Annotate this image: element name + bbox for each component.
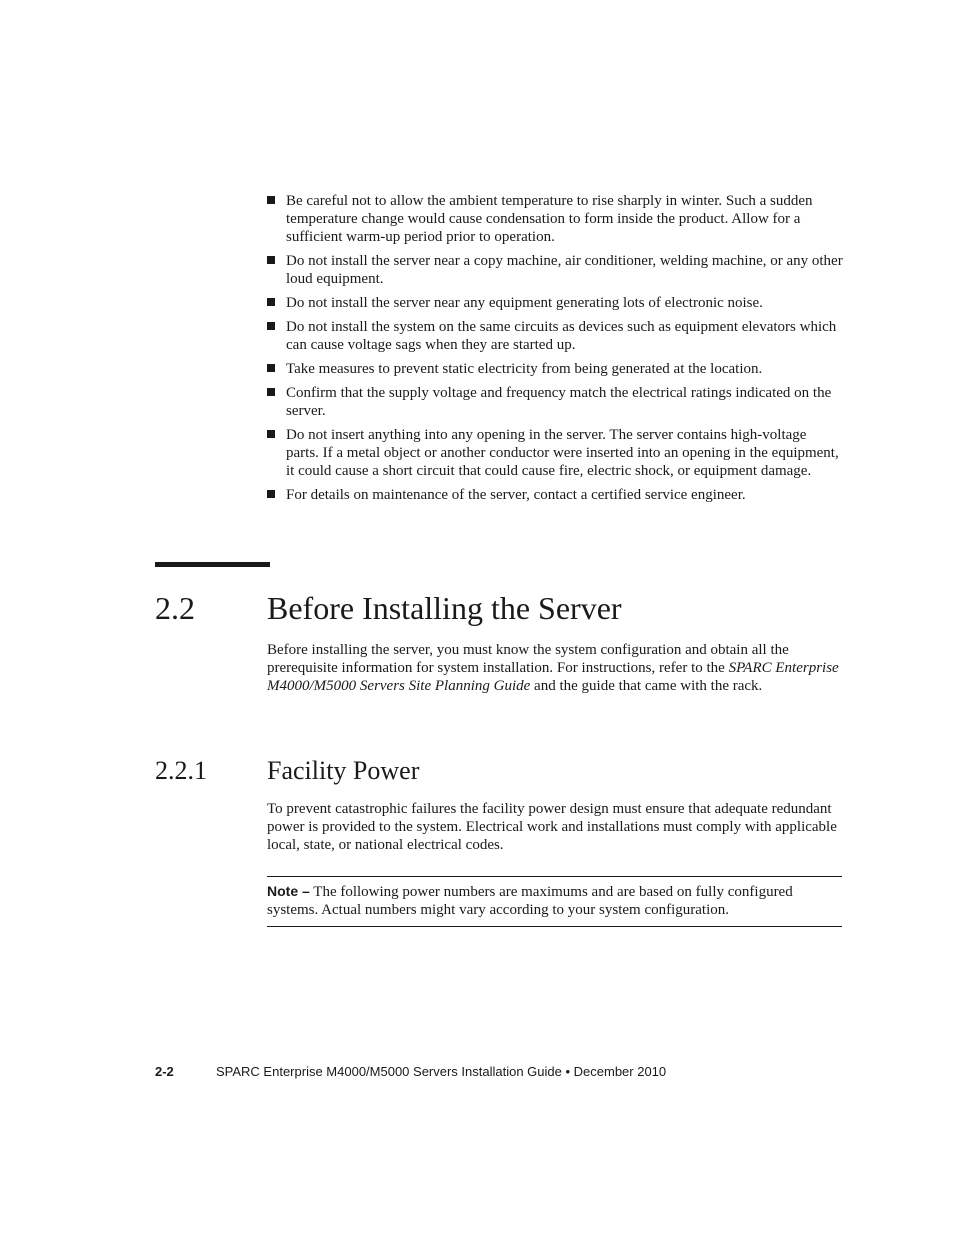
- section-number: 2.2: [155, 590, 195, 626]
- bullet-square-icon: [267, 364, 275, 372]
- list-item: [267, 486, 843, 504]
- subsection-number: 2.2.1: [155, 756, 207, 785]
- list-item: [267, 192, 843, 246]
- bullet-square-icon: [267, 388, 275, 396]
- bullet-square-icon: [267, 196, 275, 204]
- page-footer: [155, 1064, 667, 1080]
- guide-reference: SPARC Enterprise M4000/M5000 Servers Site Planning Guide: [267, 660, 839, 694]
- subsection-title: Facility Power: [267, 756, 420, 785]
- list-item-text: For details on maintenance of the server, contact a certified service engineer.: [286, 487, 746, 503]
- section-rule: [155, 562, 270, 567]
- list-item-text: Do not install the server near any equipment generating lots of electronic noise.: [286, 295, 763, 311]
- list-item: [267, 426, 843, 480]
- section-paragraph-text-end: and the guide that came with the rack.: [530, 678, 763, 694]
- bullet-square-icon: [267, 298, 275, 306]
- list-item-text: Confirm that the supply voltage and frequency match the electrical ratings indicated on the server.: [286, 385, 832, 419]
- bullet-square-icon: [267, 490, 275, 498]
- bullet-square-icon: [267, 322, 275, 330]
- list-item-text: Be careful not to allow the ambient temperature to rise sharply in winter. Such a sudden temperature change would cause condensation to form inside the product. Allow for a sufficient warm-up period prior to operation.: [286, 193, 813, 245]
- list-item-text: Do not insert anything into any opening in the server. The server contains high-voltage parts. If a metal object or another conductor were inserted into an opening in the equipment, it could cause a short circuit that could cause fire, electric shock, or equipment damage.: [286, 427, 839, 479]
- list-item-text: Do not install the server near a copy machine, air conditioner, welding machine, or any other loud equipment.: [286, 253, 843, 287]
- bullet-list: [267, 192, 843, 510]
- note-label: Note –: [267, 883, 310, 899]
- section-title: Before Installing the Server: [267, 590, 622, 626]
- bullet-square-icon: [267, 430, 275, 438]
- list-item: [267, 252, 843, 288]
- note-text: The following power numbers are maximums and are based on fully configured systems. Actual numbers might vary according to your system configuration.: [267, 884, 793, 918]
- list-item-text: Do not install the system on the same circuits as devices such as equipment elevators which can cause voltage sags when they are started up.: [286, 319, 837, 353]
- footer-title: SPARC Enterprise M4000/M5000 Servers Installation Guide • December 2010: [216, 1064, 667, 1079]
- list-item: [267, 384, 843, 420]
- section-paragraph: [267, 641, 843, 695]
- list-item: [267, 360, 843, 378]
- list-item: [267, 294, 843, 312]
- list-item: [267, 318, 843, 354]
- bullet-square-icon: [267, 256, 275, 264]
- section-paragraph-text: Before installing the server, you must know the system configuration and obtain all the prerequisite information for system installation. For instructions, refer to the: [267, 642, 789, 676]
- page-number: 2-2: [155, 1064, 174, 1079]
- note-box: [267, 876, 842, 927]
- list-item-text: Take measures to prevent static electricity from being generated at the location.: [286, 361, 763, 377]
- subsection-paragraph: To prevent catastrophic failures the facility power design must ensure that adequate redundant power is provided to the system. Electrical work and installations must comply with applicable local, state, or national electrical codes.: [267, 801, 837, 853]
